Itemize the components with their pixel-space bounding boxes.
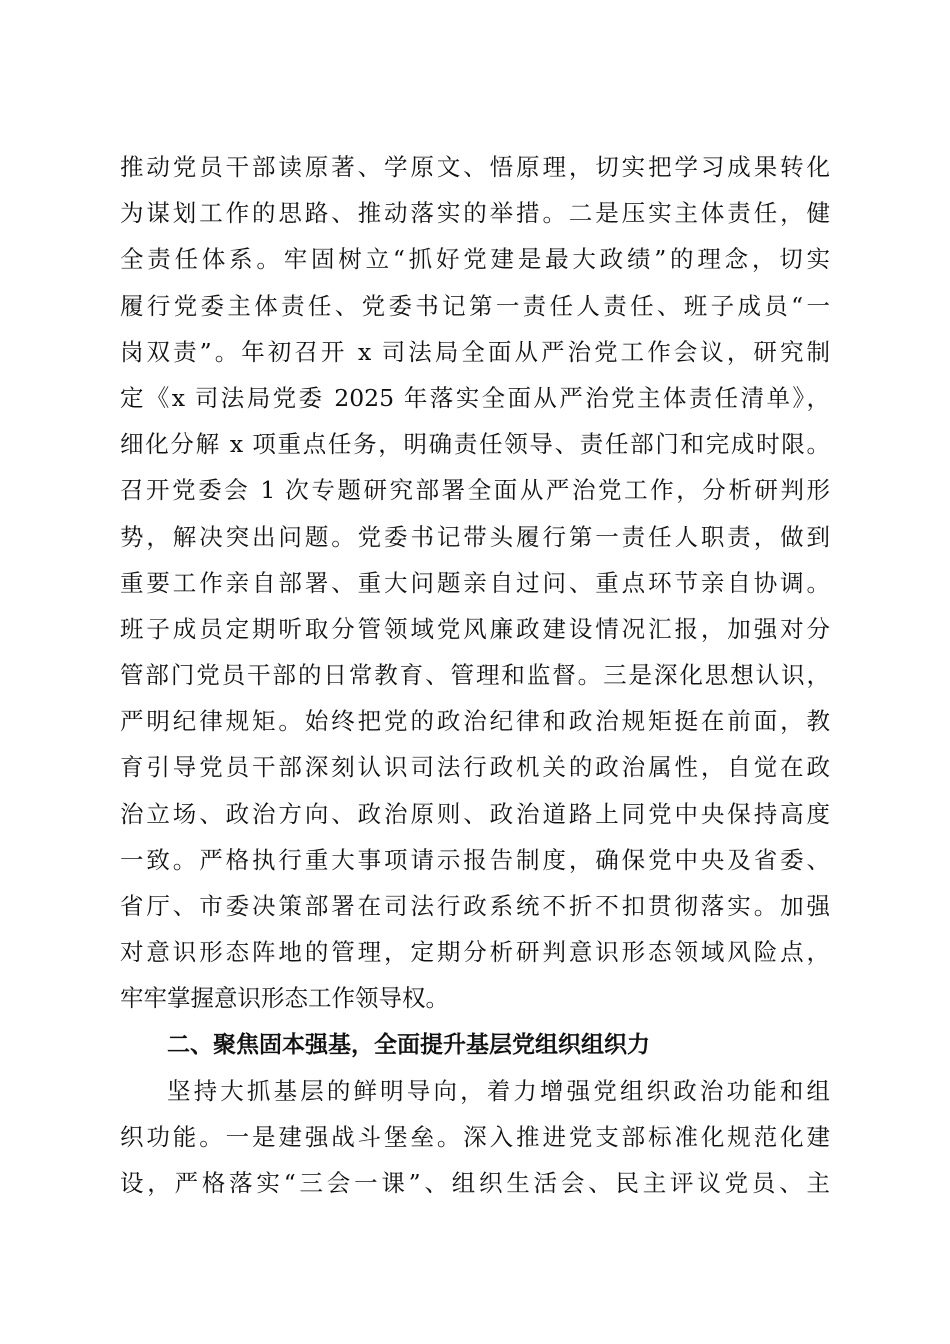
text-line: 为谋划工作的思路、推动落实的举措。二是压实主体责任，健 [120, 199, 830, 228]
text-line: 重要工作亲自部署、重大问题亲自过问、重点环节亲自协调。 [120, 568, 830, 597]
text-line: 一致。严格执行重大事项请示报告制度，确保党中央及省委、 [120, 845, 830, 874]
text-line: 岗双责”。年初召开 x 司法局全面从严治党工作会议，研究制 [120, 337, 830, 366]
text-line: 细化分解 x 项重点任务，明确责任领导、责任部门和完成时限。 [120, 430, 830, 459]
text-line: 管部门党员干部的日常教育、管理和监督。三是深化思想认识， [120, 661, 830, 690]
section-heading: 二、聚焦固本强基，全面提升基层党组织组织力 [167, 1031, 650, 1058]
paragraph [120, 1068, 830, 1207]
document-body [120, 144, 830, 1206]
text-line: 牢牢掌握意识形态工作领导权。 [120, 984, 449, 1013]
text-line: 织功能。一是建强战斗堡垒。深入推进党支部标准化规范化建 [120, 1122, 830, 1151]
text-line: 推动党员干部读原著、学原文、悟原理，切实把学习成果转化 [120, 153, 830, 181]
paragraph-continued [120, 144, 830, 1022]
text-line: 势，解决突出问题。党委书记带头履行第一责任人职责，做到 [120, 522, 830, 551]
text-line: 班子成员定期听取分管领域党风廉政建设情况汇报，加强对分 [120, 614, 830, 643]
text-line: 治立场、政治方向、政治原则、政治道路上同党中央保持高度 [120, 799, 830, 828]
text-line: 全责任体系。牢固树立“抓好党建是最大政绩”的理念，切实 [120, 245, 830, 274]
text-line: 严明纪律规矩。始终把党的政治纪律和政治规矩挺在前面，教 [120, 707, 830, 736]
text-line: 召开党委会 1 次专题研究部署全面从严治党工作，分析研判形 [120, 476, 830, 505]
text-line: 省厅、市委决策部署在司法行政系统不折不扣贯彻落实。加强 [120, 892, 830, 920]
text-line: 坚持大抓基层的鲜明导向，着力增强党组织政治功能和组 [167, 1076, 830, 1105]
text-line: 履行党委主体责任、党委书记第一责任人责任、班子成员“一 [120, 291, 830, 320]
text-line: 对意识形态阵地的管理，定期分析研判意识形态领域风险点， [120, 938, 830, 967]
text-line: 育引导党员干部深刻认识司法行政机关的政治属性，自觉在政 [120, 753, 830, 782]
text-line: 设，严格落实“三会一课”、组织生活会、民主评议党员、主 [120, 1169, 830, 1198]
text-line: 定《x 司法局党委 2025 年落实全面从严治党主体责任清单》， [120, 383, 830, 412]
